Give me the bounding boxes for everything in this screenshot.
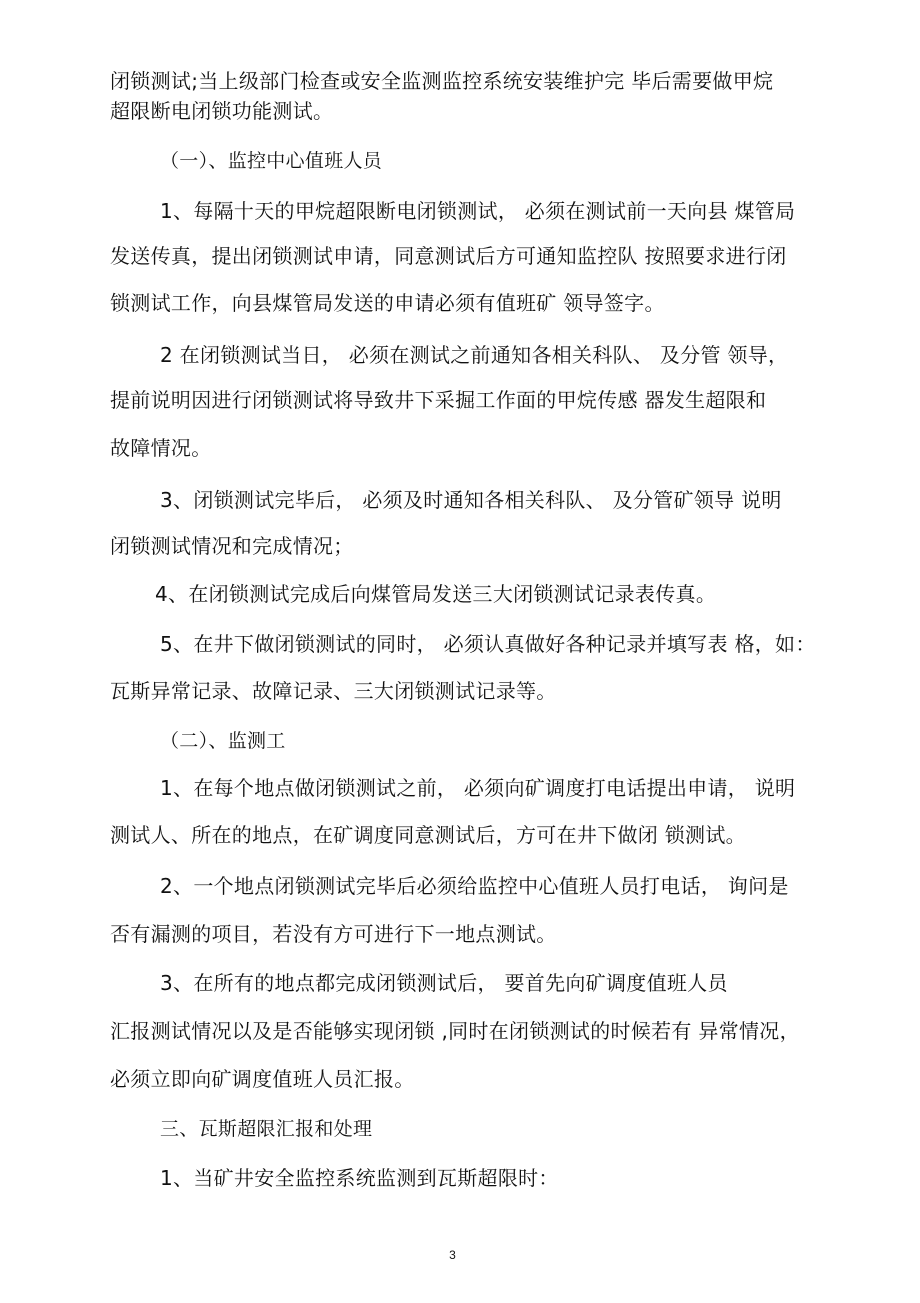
paragraph-line: 2 在闭锁测试当日， 必须在测试之前通知各相关科队、 及分管 领导，	[160, 343, 789, 367]
paragraph-line: 1、每隔十天的甲烷超限断电闭锁测试， 必须在测试前一天向县 煤管局	[160, 199, 796, 223]
page-number: 3	[449, 1248, 456, 1262]
paragraph-line: 3、闭锁测试完毕后， 必须及时通知各相关科队、 及分管矿领导 说明	[160, 488, 782, 512]
paragraph-line: 提前说明因进行闭锁测试将导致井下采掘工作面的甲烷传感 器发生超限和	[110, 388, 767, 412]
paragraph-line: 必须立即向矿调度值班人员汇报。	[110, 1067, 415, 1091]
paragraph-line: 3、在所有的地点都完成闭锁测试后， 要首先向矿调度值班人员	[160, 971, 728, 995]
paragraph-line: 发送传真，提出闭锁测试申请，同意测试后方可通知监控队 按照要求进行闭	[110, 244, 787, 268]
paragraph-line: 否有漏测的项目，若没有方可进行下一地点测试。	[110, 922, 557, 946]
paragraph-line: 故障情况。	[110, 436, 212, 460]
paragraph-line: 2、一个地点闭锁测试完毕后必须给监控中心值班人员打电话， 询问是	[160, 874, 789, 898]
paragraph-line: 闭锁测试情况和完成情况；	[110, 534, 354, 558]
paragraph-line: 超限断电闭锁功能测试。	[110, 99, 334, 123]
section-heading: （一）、监控中心值班人员	[160, 150, 383, 172]
paragraph-line: 5、在井下做闭锁测试的同时， 必须认真做好各种记录并填写表 格，如：	[160, 632, 816, 656]
paragraph-line: 1、当矿井安全监控系统监测到瓦斯超限时：	[160, 1166, 559, 1190]
section-heading: 三、瓦斯超限汇报和处理	[160, 1118, 373, 1140]
paragraph-line: 闭锁测试;当上级部门检查或安全监测监控系统安装维护完 毕后需要做甲烷	[110, 69, 774, 93]
paragraph-line: 汇报测试情况以及是否能够实现闭锁 ,同时在闭锁测试的时候若有 异常情况，	[110, 1019, 800, 1043]
paragraph-line: 锁测试工作，向县煤管局发送的申请必须有值班矿 领导签字。	[110, 291, 665, 315]
paragraph-line: 4、在闭锁测试完成后向煤管局发送三大闭锁测试记录表传真。	[155, 582, 717, 606]
paragraph-line: 1、在每个地点做闭锁测试之前， 必须向矿调度打电话提出申请， 说明	[160, 776, 796, 800]
paragraph-line: 测试人、所在的地点，在矿调度同意测试后，方可在井下做闭 锁测试。	[110, 823, 746, 847]
paragraph-line: 瓦斯异常记录、故障记录、三大闭锁测试记录等。	[110, 679, 557, 703]
section-heading: （二）、监测工	[160, 730, 286, 752]
